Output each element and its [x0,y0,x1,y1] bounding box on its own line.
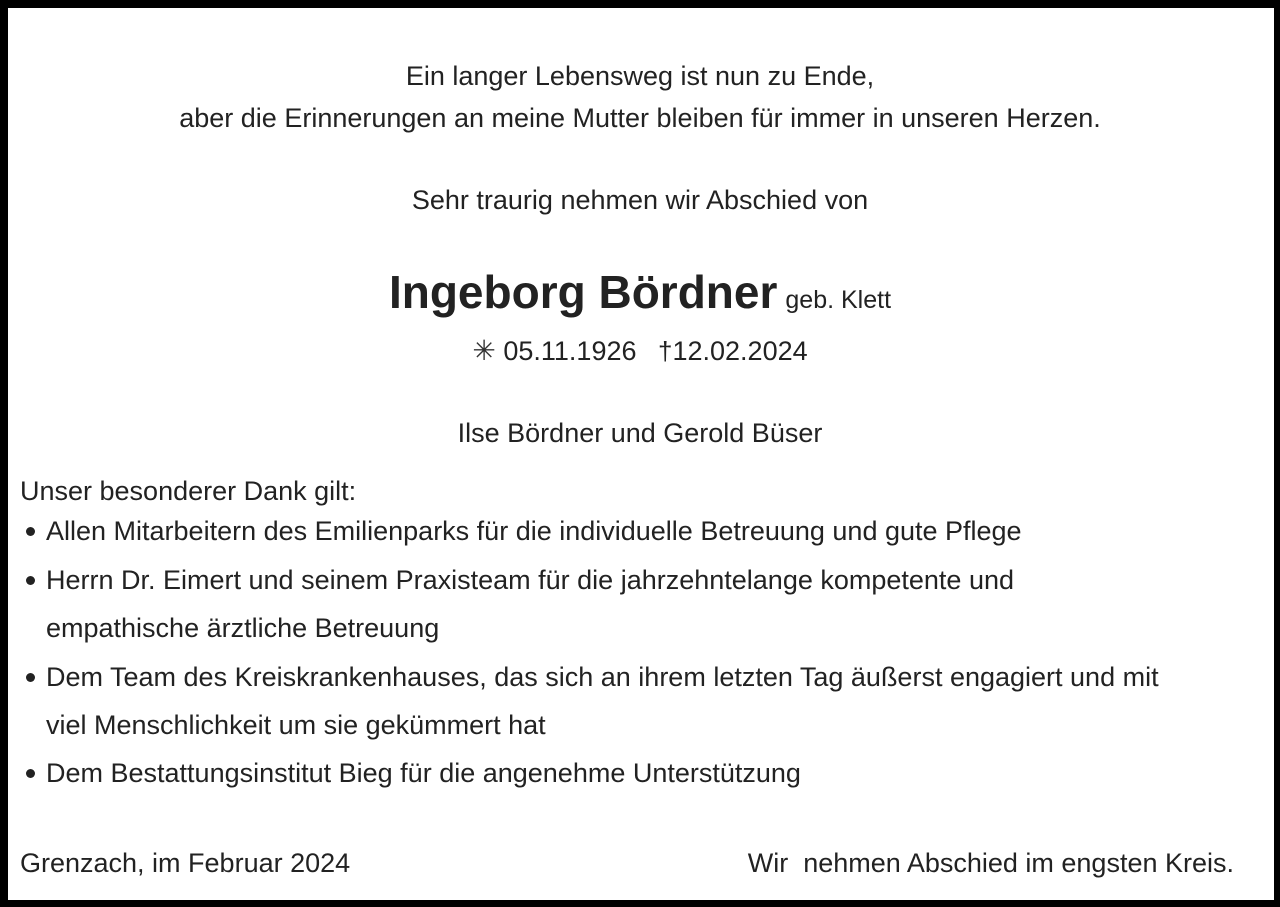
place-date: Grenzach, im Februar 2024 [20,848,351,878]
mourners-names: Ilse Bördner und Gerold Büser [457,418,823,448]
bullet-icon [26,527,35,536]
bullet-icon [26,769,35,778]
deceased-name-row [0,264,1280,320]
closing-note: Wir nehmen Abschied im engsten Kreis. [747,848,1234,878]
announcement-text: Sehr traurig nehmen wir Abschied von [411,185,869,215]
motto-line-2: aber die Erinnerungen an meine Mutter bleiben für immer in unseren Herzen. [179,103,1101,133]
motto-line-1: Ein langer Lebensweg ist nun zu Ende, [405,61,875,91]
deceased-name: Ingeborg Bördner [388,266,778,318]
thanks-item-continuation: empathische ärztliche Betreuung [46,613,440,643]
thanks-item-continuation: viel Menschlichkeit um sie gekümmert hat [46,710,546,740]
death-date: 12.02.2024 [672,336,808,366]
thanks-heading: Unser besonderer Dank gilt: [20,476,357,506]
maiden-name: geb. Klett [785,286,892,314]
thanks-item-line: Herrn Dr. Eimert und seinem Praxisteam für die jahrzehntelange kompetente und [46,565,1014,595]
thanks-item-line: Dem Team des Kreiskrankenhauses, das sich an ihrem letzten Tag äußerst engagiert und mit [46,662,1159,692]
bullet-icon [26,673,35,682]
birth-star-icon: ✳ [472,335,496,366]
thanks-item-line: Dem Bestattungsinstitut Bieg für die angenehme Unterstützung [46,758,801,788]
bullet-icon [26,576,35,585]
birth-date: 05.11.1926 [503,336,637,366]
thanks-item-line: Allen Mitarbeitern des Emilienparks für die individuelle Betreuung und gute Pflege [46,516,1022,546]
life-dates [0,334,1280,368]
death-cross-icon: † [658,336,673,366]
